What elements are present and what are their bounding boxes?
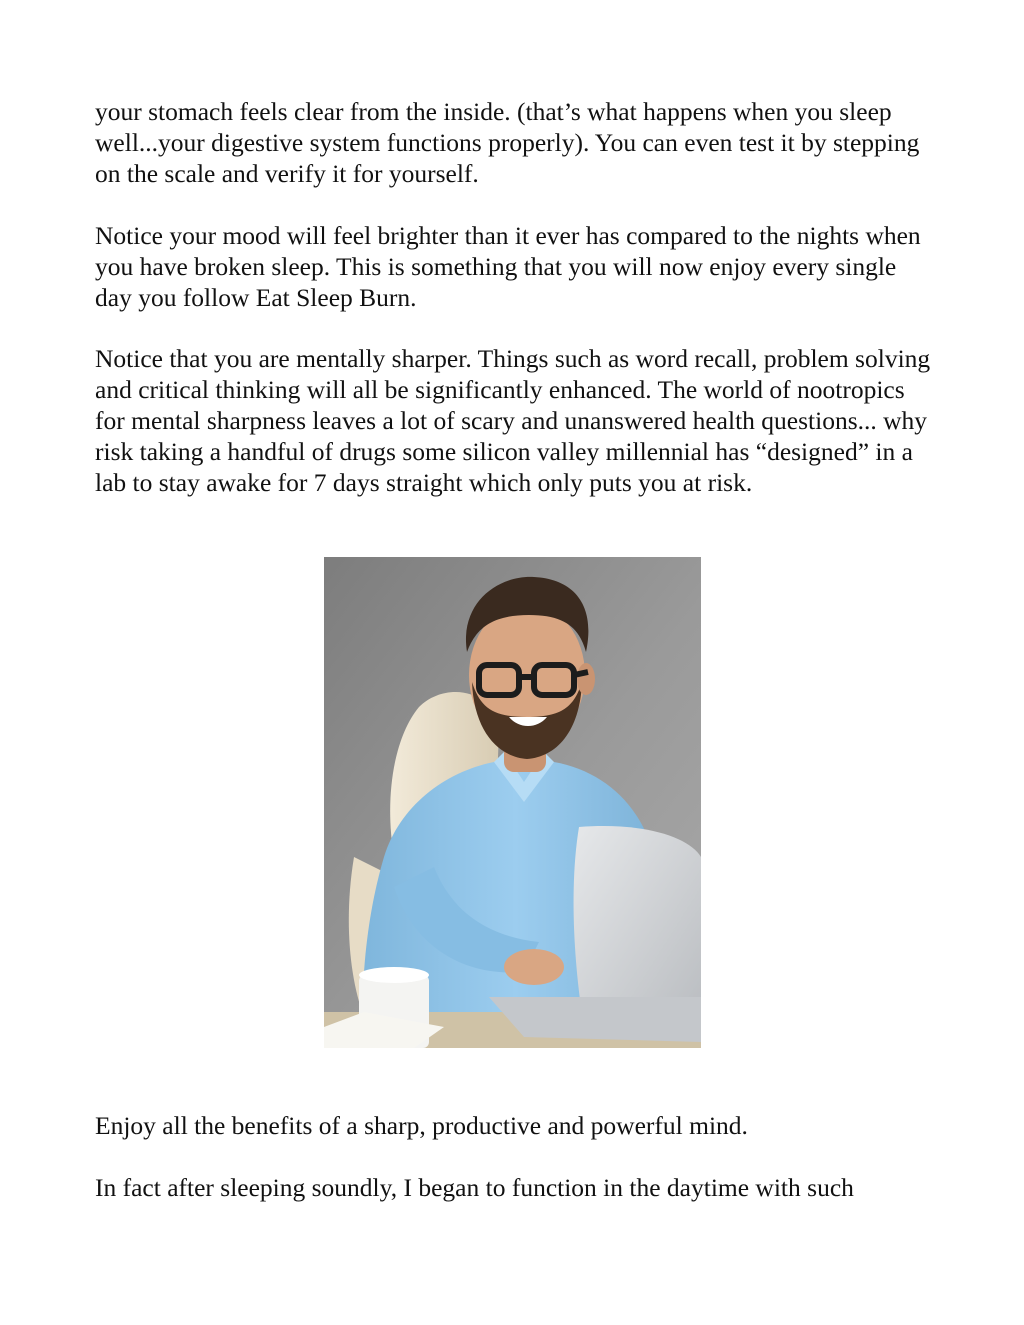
man-with-laptop-photo xyxy=(324,557,701,1048)
photo-hand xyxy=(504,949,564,985)
paragraph-digestion: your stomach feels clear from the inside. (that’s what happens when you sleep well...your digestive system functions properly). You can even test it by stepping on the scale and verify it for yourself. xyxy=(95,97,920,188)
photo-laptop xyxy=(574,826,701,1027)
paragraph-daytime-function: In fact after sleeping soundly, I began to function in the daytime with such xyxy=(95,1173,854,1202)
paragraph-mood: Notice your mood will feel brighter than it ever has compared to the nights when you have broken sleep. This is something that you will now enjoy every single day you follow Eat Sleep Burn. xyxy=(95,221,921,312)
paragraph-mental-sharpness: Notice that you are mentally sharper. Things such as word recall, problem solving and critical thinking will all be significantly enhanced. The world of nootropics for mental sharpness leaves a lot of scary and unanswered health questions... why risk taking a handful of drugs some silicon valley millennial has “designed” in a lab to stay awake for 7 days straight which only puts you at risk. xyxy=(95,344,931,497)
paragraph-benefits: Enjoy all the benefits of a sharp, productive and powerful mind. xyxy=(95,1111,748,1140)
photo-ear xyxy=(577,663,595,695)
